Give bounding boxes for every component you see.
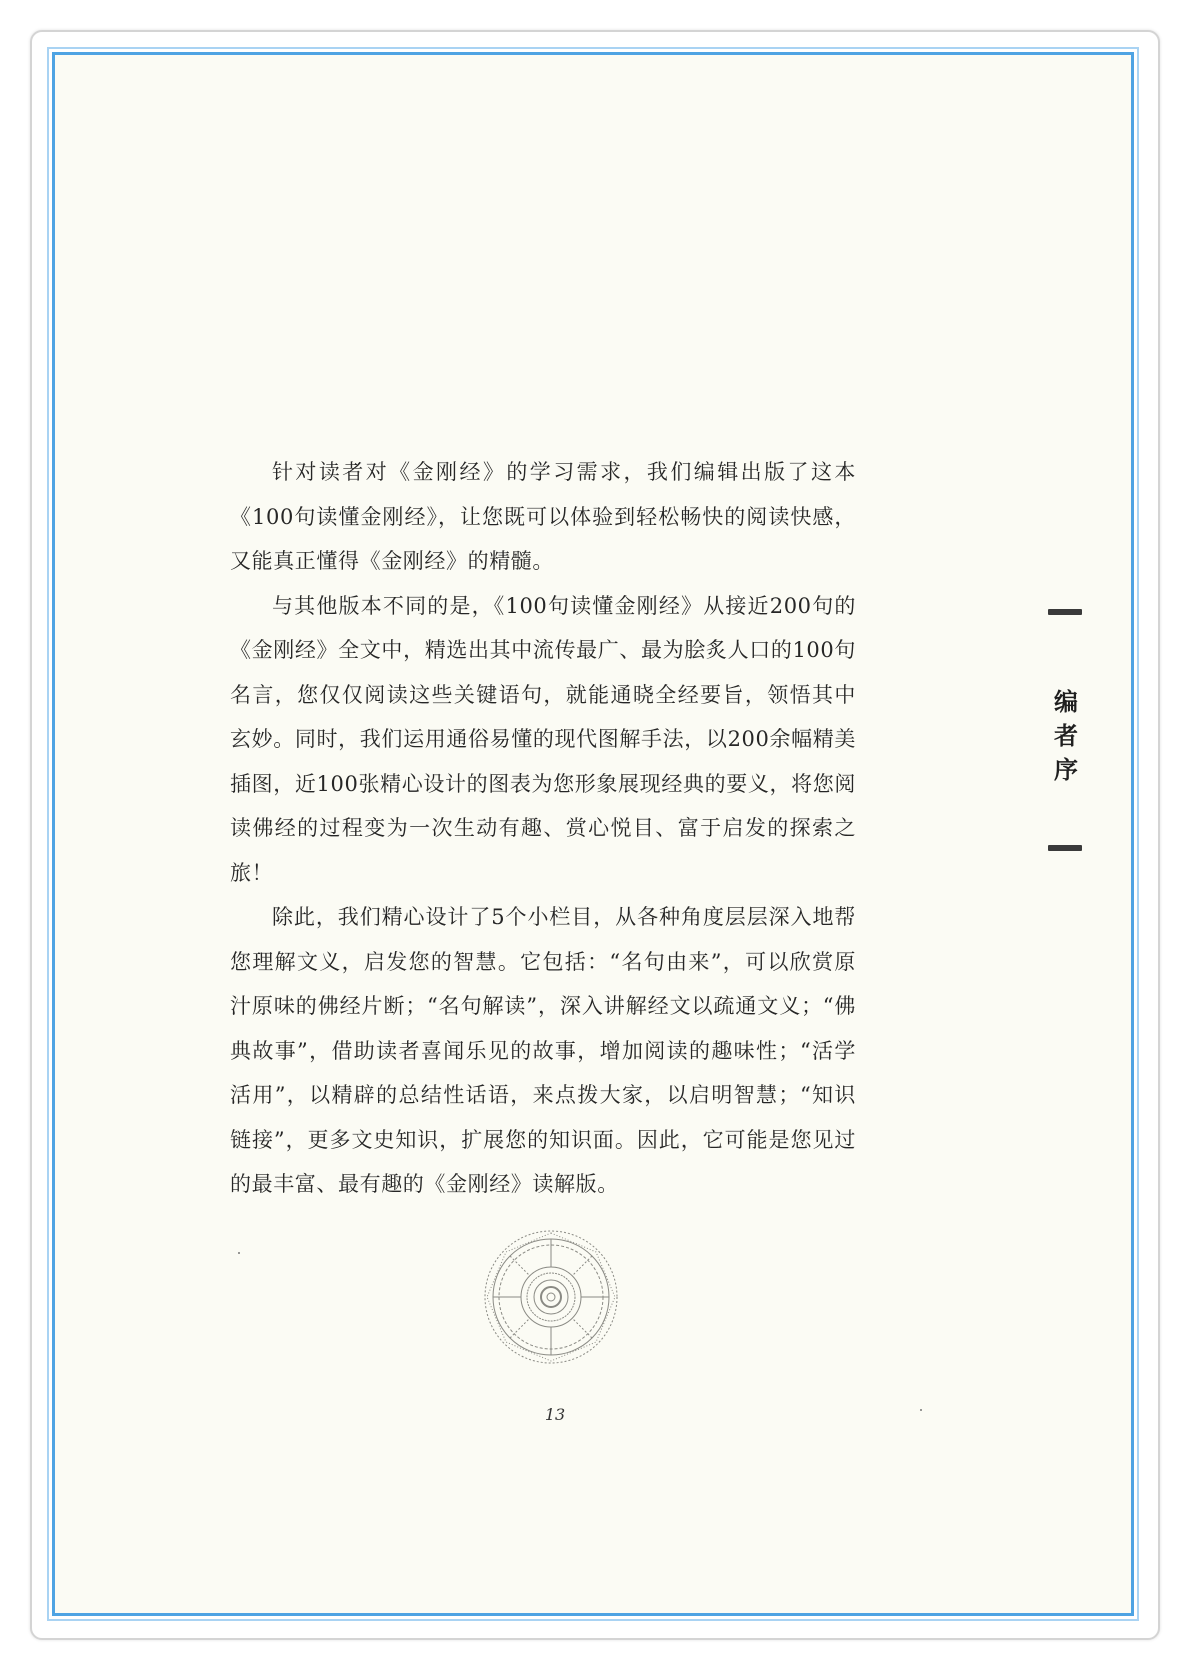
mandala-emblem-icon	[479, 1225, 623, 1369]
side-mark-bottom	[1048, 845, 1082, 851]
scan-speck	[920, 1409, 922, 1411]
side-mark-top	[1048, 609, 1082, 615]
side-title-char-1: 编	[1054, 687, 1078, 716]
side-title	[1046, 685, 1086, 787]
paragraph-2: 与其他版本不同的是，《100句读懂金刚经》从接近200句的《金刚经》全文中，精选出其中流传最广、最为脍炙人口的100句名言，您仅仅阅读这些关键语句，就能通晓全经要旨，领悟其中玄妙。同时，我们运用通俗易懂的现代图解手法，以200余幅精美插图，近100张精心设计的图表为您形象展现经典的要义，将您阅读佛经的过程变为一次生动有趣、赏心悦目、富于启发的探索之旅！	[230, 593, 856, 885]
document-page	[52, 52, 1134, 1616]
scan-speck	[238, 1252, 240, 1254]
paragraph-3: 除此，我们精心设计了5个小栏目，从各种角度层层深入地帮您理解文义，启发您的智慧。它包括：“名句由来”，可以欣赏原汁原味的佛经片断；“名句解读”，深入讲解经文以疏通文义；“佛典故事”，借助读者喜闻乐见的故事，增加阅读的趣味性；“活学活用”，以精辟的总结性话语，来点拨大家，以启明智慧；“知识链接”，更多文史知识，扩展您的知识面。因此，它可能是您见过的最丰富、最有趣的《金刚经》读解版。	[230, 905, 856, 1196]
side-title-char-2: 者	[1054, 721, 1078, 750]
preface-body	[230, 450, 856, 1207]
paragraph-1: 针对读者对《金刚经》的学习需求，我们编辑出版了这本《100句读懂金刚经》，让您既可以体验到轻松畅快的阅读快感，又能真正懂得《金刚经》的精髓。	[230, 460, 856, 573]
side-title-char-3: 序	[1054, 755, 1078, 784]
page-number: 13	[544, 1405, 566, 1424]
